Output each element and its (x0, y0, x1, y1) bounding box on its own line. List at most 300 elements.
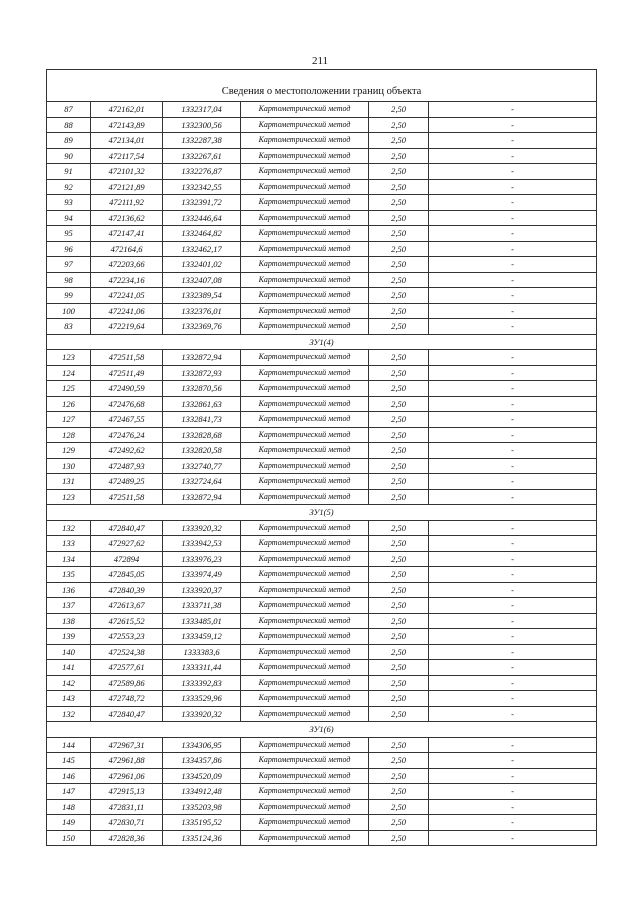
method-cell: Картометрический метод (241, 365, 369, 381)
x-coordinate-cell: 472117,54 (91, 148, 163, 164)
point-number-cell: 143 (47, 691, 91, 707)
x-coordinate-cell: 472476,24 (91, 427, 163, 443)
y-coordinate-cell: 1332407,08 (163, 272, 241, 288)
description-cell: - (429, 753, 597, 769)
method-cell: Картометрический метод (241, 768, 369, 784)
x-coordinate-cell: 472894 (91, 551, 163, 567)
table-row (47, 427, 597, 443)
point-number-cell: 128 (47, 427, 91, 443)
point-number-cell: 130 (47, 458, 91, 474)
method-cell: Картометрический метод (241, 319, 369, 335)
y-coordinate-cell: 1332740,77 (163, 458, 241, 474)
x-coordinate-cell: 472219,64 (91, 319, 163, 335)
table-title-row (47, 70, 597, 102)
accuracy-cell: 2,50 (369, 319, 429, 335)
accuracy-cell: 2,50 (369, 443, 429, 459)
method-cell: Картометрический метод (241, 288, 369, 304)
point-number-cell: 149 (47, 815, 91, 831)
table-row (47, 613, 597, 629)
description-cell: - (429, 179, 597, 195)
description-cell: - (429, 210, 597, 226)
point-number-cell: 93 (47, 195, 91, 211)
table-row (47, 691, 597, 707)
method-cell: Картометрический метод (241, 148, 369, 164)
description-cell: - (429, 133, 597, 149)
y-coordinate-cell: 1333711,38 (163, 598, 241, 614)
method-cell: Картометрический метод (241, 164, 369, 180)
table-row (47, 195, 597, 211)
x-coordinate-cell: 472840,47 (91, 706, 163, 722)
accuracy-cell: 2,50 (369, 613, 429, 629)
table-row (47, 350, 597, 366)
method-cell: Картометрический метод (241, 489, 369, 505)
point-number-cell: 94 (47, 210, 91, 226)
point-number-cell: 139 (47, 629, 91, 645)
y-coordinate-cell: 1332317,04 (163, 102, 241, 118)
table-row (47, 117, 597, 133)
method-cell: Картометрический метод (241, 784, 369, 800)
method-cell: Картометрический метод (241, 737, 369, 753)
description-cell: - (429, 706, 597, 722)
x-coordinate-cell: 472524,38 (91, 644, 163, 660)
point-number-cell: 142 (47, 675, 91, 691)
point-number-cell: 132 (47, 706, 91, 722)
point-number-cell: 123 (47, 350, 91, 366)
accuracy-cell: 2,50 (369, 210, 429, 226)
point-number-cell: 88 (47, 117, 91, 133)
table-row (47, 536, 597, 552)
y-coordinate-cell: 1335124,36 (163, 830, 241, 846)
method-cell: Картометрический метод (241, 257, 369, 273)
description-cell: - (429, 598, 597, 614)
point-number-cell: 100 (47, 303, 91, 319)
section-label: ЗУ1(6) (47, 722, 597, 738)
table-row (47, 660, 597, 676)
accuracy-cell: 2,50 (369, 179, 429, 195)
x-coordinate-cell: 472241,05 (91, 288, 163, 304)
point-number-cell: 136 (47, 582, 91, 598)
point-number-cell: 147 (47, 784, 91, 800)
x-coordinate-cell: 472927,62 (91, 536, 163, 552)
accuracy-cell: 2,50 (369, 660, 429, 676)
table-row (47, 582, 597, 598)
point-number-cell: 87 (47, 102, 91, 118)
accuracy-cell: 2,50 (369, 830, 429, 846)
accuracy-cell: 2,50 (369, 567, 429, 583)
page-number: 211 (311, 55, 329, 67)
x-coordinate-cell: 472234,16 (91, 272, 163, 288)
y-coordinate-cell: 1334357,86 (163, 753, 241, 769)
x-coordinate-cell: 472840,47 (91, 520, 163, 536)
method-cell: Картометрический метод (241, 179, 369, 195)
table-row (47, 489, 597, 505)
table-row (47, 784, 597, 800)
table-row (47, 288, 597, 304)
y-coordinate-cell: 1333392,83 (163, 675, 241, 691)
x-coordinate-cell: 472840,39 (91, 582, 163, 598)
accuracy-cell: 2,50 (369, 272, 429, 288)
accuracy-cell: 2,50 (369, 737, 429, 753)
x-coordinate-cell: 472615,52 (91, 613, 163, 629)
table-row (47, 474, 597, 490)
y-coordinate-cell: 1332446,64 (163, 210, 241, 226)
section-row (47, 334, 597, 350)
accuracy-cell: 2,50 (369, 164, 429, 180)
x-coordinate-cell: 472967,31 (91, 737, 163, 753)
table-row (47, 148, 597, 164)
table-row (47, 737, 597, 753)
point-number-cell: 137 (47, 598, 91, 614)
description-cell: - (429, 350, 597, 366)
description-cell: - (429, 737, 597, 753)
description-cell: - (429, 458, 597, 474)
method-cell: Картометрический метод (241, 753, 369, 769)
accuracy-cell: 2,50 (369, 598, 429, 614)
y-coordinate-cell: 1332369,76 (163, 319, 241, 335)
description-cell: - (429, 815, 597, 831)
x-coordinate-cell: 472961,06 (91, 768, 163, 784)
table-row (47, 164, 597, 180)
y-coordinate-cell: 1332389,54 (163, 288, 241, 304)
table-row (47, 567, 597, 583)
x-coordinate-cell: 472203,66 (91, 257, 163, 273)
y-coordinate-cell: 1333529,96 (163, 691, 241, 707)
table-row (47, 396, 597, 412)
description-cell: - (429, 148, 597, 164)
x-coordinate-cell: 472961,88 (91, 753, 163, 769)
y-coordinate-cell: 1332267,61 (163, 148, 241, 164)
section-row (47, 722, 597, 738)
table-row (47, 365, 597, 381)
x-coordinate-cell: 472511,58 (91, 489, 163, 505)
description-cell: - (429, 195, 597, 211)
point-number-cell: 124 (47, 365, 91, 381)
description-cell: - (429, 675, 597, 691)
point-number-cell: 99 (47, 288, 91, 304)
x-coordinate-cell: 472162,01 (91, 102, 163, 118)
description-cell: - (429, 102, 597, 118)
x-coordinate-cell: 472121,89 (91, 179, 163, 195)
table-row (47, 551, 597, 567)
y-coordinate-cell: 1333920,32 (163, 520, 241, 536)
x-coordinate-cell: 472147,41 (91, 226, 163, 242)
point-number-cell: 131 (47, 474, 91, 490)
table-row (47, 241, 597, 257)
accuracy-cell: 2,50 (369, 303, 429, 319)
point-number-cell: 144 (47, 737, 91, 753)
table-row (47, 210, 597, 226)
accuracy-cell: 2,50 (369, 489, 429, 505)
method-cell: Картометрический метод (241, 272, 369, 288)
x-coordinate-cell: 472241,06 (91, 303, 163, 319)
accuracy-cell: 2,50 (369, 350, 429, 366)
method-cell: Картометрический метод (241, 427, 369, 443)
point-number-cell: 140 (47, 644, 91, 660)
x-coordinate-cell: 472748,72 (91, 691, 163, 707)
boundary-table (46, 69, 597, 846)
y-coordinate-cell: 1332872,94 (163, 489, 241, 505)
method-cell: Картометрический метод (241, 706, 369, 722)
table-row (47, 226, 597, 242)
table-row (47, 675, 597, 691)
method-cell: Картометрический метод (241, 551, 369, 567)
x-coordinate-cell: 472111,92 (91, 195, 163, 211)
point-number-cell: 132 (47, 520, 91, 536)
description-cell: - (429, 784, 597, 800)
x-coordinate-cell: 472136,62 (91, 210, 163, 226)
method-cell: Картометрический метод (241, 210, 369, 226)
y-coordinate-cell: 1333920,32 (163, 706, 241, 722)
point-number-cell: 98 (47, 272, 91, 288)
y-coordinate-cell: 1332287,38 (163, 133, 241, 149)
x-coordinate-cell: 472553,23 (91, 629, 163, 645)
x-coordinate-cell: 472467,55 (91, 412, 163, 428)
description-cell: - (429, 257, 597, 273)
x-coordinate-cell: 472490,59 (91, 381, 163, 397)
x-coordinate-cell: 472143,89 (91, 117, 163, 133)
y-coordinate-cell: 1332391,72 (163, 195, 241, 211)
y-coordinate-cell: 1333459,12 (163, 629, 241, 645)
description-cell: - (429, 288, 597, 304)
y-coordinate-cell: 1332828,68 (163, 427, 241, 443)
point-number-cell: 95 (47, 226, 91, 242)
description-cell: - (429, 443, 597, 459)
description-cell: - (429, 613, 597, 629)
accuracy-cell: 2,50 (369, 396, 429, 412)
method-cell: Картометрический метод (241, 102, 369, 118)
x-coordinate-cell: 472831,11 (91, 799, 163, 815)
method-cell: Картометрический метод (241, 350, 369, 366)
x-coordinate-cell: 472487,93 (91, 458, 163, 474)
point-number-cell: 134 (47, 551, 91, 567)
description-cell: - (429, 536, 597, 552)
description-cell: - (429, 629, 597, 645)
method-cell: Картометрический метод (241, 691, 369, 707)
description-cell: - (429, 319, 597, 335)
method-cell: Картометрический метод (241, 815, 369, 831)
y-coordinate-cell: 1333485,01 (163, 613, 241, 629)
description-cell: - (429, 303, 597, 319)
accuracy-cell: 2,50 (369, 257, 429, 273)
description-cell: - (429, 520, 597, 536)
x-coordinate-cell: 472613,67 (91, 598, 163, 614)
description-cell: - (429, 412, 597, 428)
x-coordinate-cell: 472134,01 (91, 133, 163, 149)
method-cell: Картометрический метод (241, 381, 369, 397)
point-number-cell: 123 (47, 489, 91, 505)
table-row (47, 412, 597, 428)
accuracy-cell: 2,50 (369, 582, 429, 598)
point-number-cell: 127 (47, 412, 91, 428)
description-cell: - (429, 396, 597, 412)
accuracy-cell: 2,50 (369, 691, 429, 707)
method-cell: Картометрический метод (241, 799, 369, 815)
table-row (47, 458, 597, 474)
y-coordinate-cell: 1332300,56 (163, 117, 241, 133)
table-row (47, 303, 597, 319)
method-cell: Картометрический метод (241, 520, 369, 536)
table-row (47, 799, 597, 815)
section-label: ЗУ1(4) (47, 334, 597, 350)
y-coordinate-cell: 1332820,58 (163, 443, 241, 459)
accuracy-cell: 2,50 (369, 195, 429, 211)
point-number-cell: 92 (47, 179, 91, 195)
accuracy-cell: 2,50 (369, 102, 429, 118)
method-cell: Картометрический метод (241, 458, 369, 474)
x-coordinate-cell: 472589,86 (91, 675, 163, 691)
method-cell: Картометрический метод (241, 660, 369, 676)
accuracy-cell: 2,50 (369, 551, 429, 567)
x-coordinate-cell: 472101,32 (91, 164, 163, 180)
table-row (47, 133, 597, 149)
section-label: ЗУ1(5) (47, 505, 597, 521)
section-row (47, 505, 597, 521)
description-cell: - (429, 489, 597, 505)
accuracy-cell: 2,50 (369, 536, 429, 552)
x-coordinate-cell: 472511,49 (91, 365, 163, 381)
method-cell: Картометрический метод (241, 830, 369, 846)
point-number-cell: 135 (47, 567, 91, 583)
method-cell: Картометрический метод (241, 629, 369, 645)
method-cell: Картометрический метод (241, 117, 369, 133)
x-coordinate-cell: 472830,71 (91, 815, 163, 831)
description-cell: - (429, 567, 597, 583)
table-row (47, 629, 597, 645)
description-cell: - (429, 582, 597, 598)
point-number-cell: 141 (47, 660, 91, 676)
accuracy-cell: 2,50 (369, 784, 429, 800)
y-coordinate-cell: 1332841,73 (163, 412, 241, 428)
point-number-cell: 96 (47, 241, 91, 257)
y-coordinate-cell: 1333383,6 (163, 644, 241, 660)
accuracy-cell: 2,50 (369, 753, 429, 769)
table-row (47, 443, 597, 459)
method-cell: Картометрический метод (241, 675, 369, 691)
description-cell: - (429, 768, 597, 784)
x-coordinate-cell: 472164,6 (91, 241, 163, 257)
method-cell: Картометрический метод (241, 582, 369, 598)
description-cell: - (429, 365, 597, 381)
y-coordinate-cell: 1333976,23 (163, 551, 241, 567)
description-cell: - (429, 117, 597, 133)
point-number-cell: 89 (47, 133, 91, 149)
point-number-cell: 91 (47, 164, 91, 180)
y-coordinate-cell: 1332401,02 (163, 257, 241, 273)
table-row (47, 830, 597, 846)
accuracy-cell: 2,50 (369, 117, 429, 133)
accuracy-cell: 2,50 (369, 675, 429, 691)
x-coordinate-cell: 472492,62 (91, 443, 163, 459)
accuracy-cell: 2,50 (369, 815, 429, 831)
y-coordinate-cell: 1332376,01 (163, 303, 241, 319)
method-cell: Картометрический метод (241, 303, 369, 319)
x-coordinate-cell: 472476,68 (91, 396, 163, 412)
y-coordinate-cell: 1335195,52 (163, 815, 241, 831)
y-coordinate-cell: 1333942,53 (163, 536, 241, 552)
x-coordinate-cell: 472489,25 (91, 474, 163, 490)
accuracy-cell: 2,50 (369, 427, 429, 443)
table-row (47, 768, 597, 784)
x-coordinate-cell: 472577,61 (91, 660, 163, 676)
y-coordinate-cell: 1332724,64 (163, 474, 241, 490)
description-cell: - (429, 272, 597, 288)
point-number-cell: 146 (47, 768, 91, 784)
method-cell: Картометрический метод (241, 613, 369, 629)
accuracy-cell: 2,50 (369, 365, 429, 381)
y-coordinate-cell: 1333311,44 (163, 660, 241, 676)
method-cell: Картометрический метод (241, 443, 369, 459)
accuracy-cell: 2,50 (369, 644, 429, 660)
x-coordinate-cell: 472828,36 (91, 830, 163, 846)
y-coordinate-cell: 1332861,63 (163, 396, 241, 412)
method-cell: Картометрический метод (241, 133, 369, 149)
accuracy-cell: 2,50 (369, 148, 429, 164)
method-cell: Картометрический метод (241, 536, 369, 552)
description-cell: - (429, 226, 597, 242)
point-number-cell: 129 (47, 443, 91, 459)
method-cell: Картометрический метод (241, 474, 369, 490)
method-cell: Картометрический метод (241, 226, 369, 242)
point-number-cell: 150 (47, 830, 91, 846)
method-cell: Картометрический метод (241, 396, 369, 412)
description-cell: - (429, 427, 597, 443)
table-row (47, 815, 597, 831)
description-cell: - (429, 381, 597, 397)
y-coordinate-cell: 1332870,56 (163, 381, 241, 397)
accuracy-cell: 2,50 (369, 474, 429, 490)
point-number-cell: 125 (47, 381, 91, 397)
point-number-cell: 138 (47, 613, 91, 629)
table-row (47, 520, 597, 536)
description-cell: - (429, 474, 597, 490)
table-row (47, 272, 597, 288)
description-cell: - (429, 799, 597, 815)
method-cell: Картометрический метод (241, 644, 369, 660)
table-row (47, 179, 597, 195)
table-row (47, 644, 597, 660)
point-number-cell: 133 (47, 536, 91, 552)
y-coordinate-cell: 1333974,49 (163, 567, 241, 583)
description-cell: - (429, 691, 597, 707)
y-coordinate-cell: 1334520,09 (163, 768, 241, 784)
description-cell: - (429, 830, 597, 846)
y-coordinate-cell: 1332462,17 (163, 241, 241, 257)
y-coordinate-cell: 1332342,55 (163, 179, 241, 195)
method-cell: Картометрический метод (241, 567, 369, 583)
description-cell: - (429, 660, 597, 676)
table-row (47, 319, 597, 335)
table-row (47, 753, 597, 769)
y-coordinate-cell: 1332464,82 (163, 226, 241, 242)
method-cell: Картометрический метод (241, 195, 369, 211)
accuracy-cell: 2,50 (369, 241, 429, 257)
accuracy-cell: 2,50 (369, 520, 429, 536)
accuracy-cell: 2,50 (369, 799, 429, 815)
method-cell: Картометрический метод (241, 412, 369, 428)
y-coordinate-cell: 1332276,87 (163, 164, 241, 180)
accuracy-cell: 2,50 (369, 226, 429, 242)
description-cell: - (429, 644, 597, 660)
y-coordinate-cell: 1334306,95 (163, 737, 241, 753)
table-row (47, 706, 597, 722)
table-title: Сведения о местоположении границ объекта (47, 70, 597, 102)
method-cell: Картометрический метод (241, 598, 369, 614)
table-row (47, 598, 597, 614)
table-row (47, 102, 597, 118)
accuracy-cell: 2,50 (369, 629, 429, 645)
y-coordinate-cell: 1332872,94 (163, 350, 241, 366)
accuracy-cell: 2,50 (369, 412, 429, 428)
